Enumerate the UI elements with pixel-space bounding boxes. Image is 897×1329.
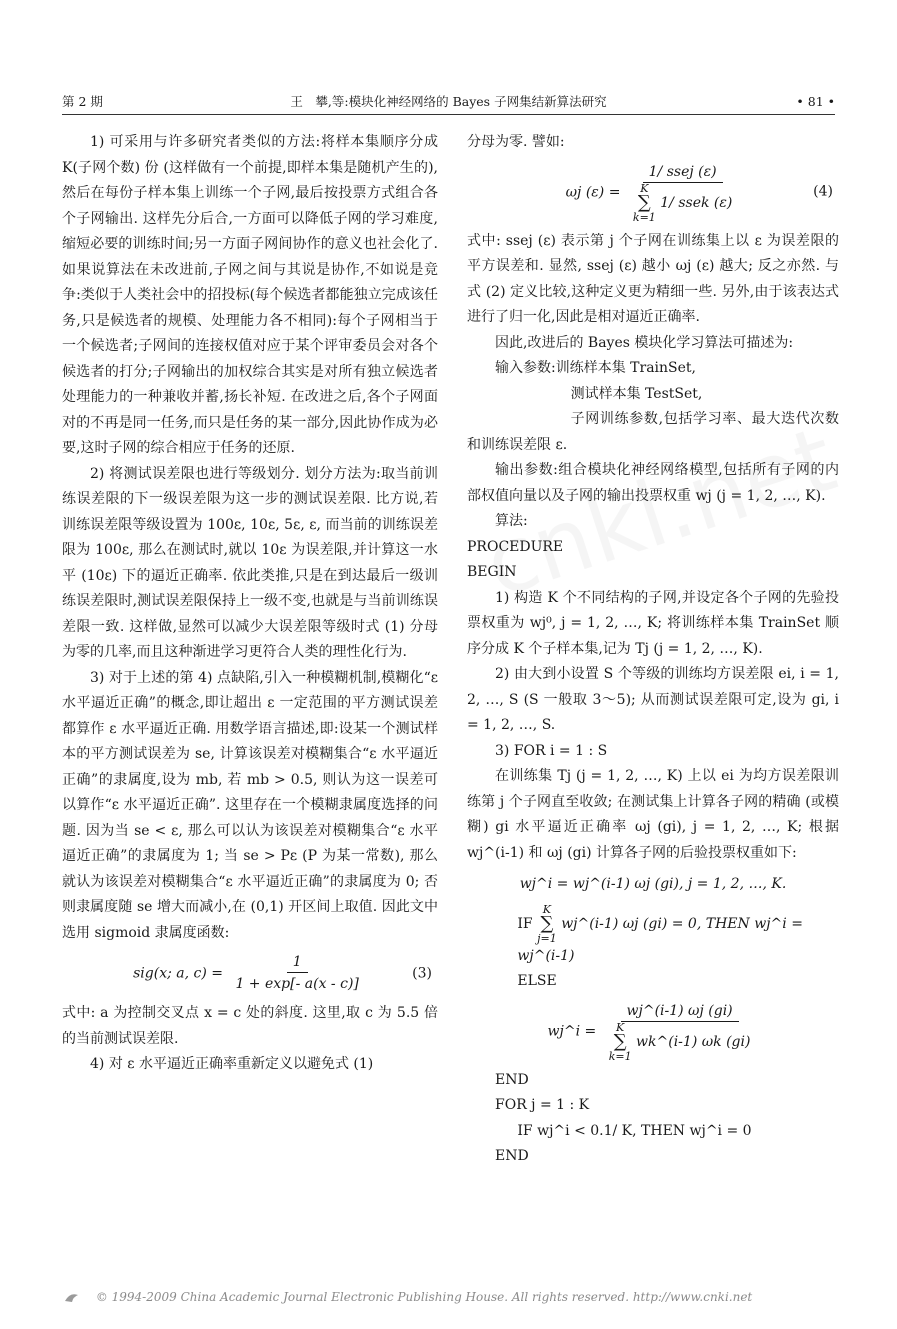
step-2: 2) 由大到小设置 S 个等级的训练均方误差限 ei, i = 1, 2, …, S (S 一般取 3～5); 从而测试误差限可定,设为 gi, i = 1, 2, …, S. [467, 666, 839, 733]
cnki-logo-icon [62, 1291, 84, 1305]
if-threshold: IF wj^i < 0.1/ K, THEN wj^i = 0 [517, 1122, 752, 1139]
procedure-keyword: PROCEDURE [467, 538, 564, 555]
algorithm-label: 算法: [495, 513, 528, 529]
input-params: 测试样本集 TestSet, [570, 385, 703, 402]
article-title: 王 攀,等:模块化神经网络的 Bayes 子网集结新算法研究 [290, 94, 607, 109]
equation-lhs: sig(x; a, c) = [133, 965, 223, 982]
sum-body: 1/ ssek (ε) [660, 194, 733, 211]
summation-icon [537, 904, 557, 944]
sum-body: wk^(i-1) ωk (gi) [636, 1033, 751, 1050]
equation-lhs: ωj (ε) = [565, 184, 621, 200]
step-3-body: 在训练集 Tj (j = 1, 2, …, K) 上以 ei 为均方误差限训练第 j 个子网直至收敛; 在测试集上计算各子网的精确 (或模糊) gi 水平逼近正确率 ωj (gi), j = 1, 2, …, K; 根据 wj^(i-1) 和 ωj (gi) 计算各子网的后验投票权重如下: [467, 768, 839, 861]
end-keyword: END [495, 1071, 529, 1088]
equation-6 [467, 1001, 839, 1062]
issue-number: 第 2 期 [62, 94, 103, 109]
copyright-footer [62, 1290, 752, 1305]
sum-lower: k=1 [632, 210, 656, 224]
equation-fraction [231, 952, 362, 995]
output-params: 输出参数:组合模块化神经网络模型,包括所有子网的内部权值向量以及子网的输出投票权重 wj (j = 1, 2, …, K). [467, 462, 839, 504]
sum-upper: K [542, 902, 552, 916]
if-condition [467, 904, 839, 970]
paragraph: 3) 对于上述的第 4) 点缺陷,引入一种模糊机制,模糊化“ε 水平逼近正确”的概念,即让超出 ε 一定范围的平方测试误差都算作 ε 水平逼近正确. 用数学语言描述,即:设某一个测试样本的平方测试误差为 se, 计算该误差对模糊集合“ε 水平逼近正确”的隶属度,设为 mb, 若 mb > 0.5, 则认为这一误差可以算作“ε 水平逼近正确”. 这里存在一个模糊隶属度选择的问题. 因为当 se < ε, 那么可以认为该误差对模糊集合“ε 水平逼近正确”的隶属度为 1; 当 se > Pε (P 为某一常数), 那么就认为该误差对模糊集合“ε 水平逼近正确”的隶属度为 0; 否则隶属度随 se 增大而减小,在 (0,1) 开区间上取值. 因此文中选用 sigmoid 隶属度函数: [62, 669, 438, 941]
denominator [605, 1022, 755, 1062]
step-3: 3) FOR i = 1 : S [495, 742, 608, 759]
summation-icon [633, 183, 656, 223]
page-number: • 81 • [796, 94, 835, 109]
numerator: 1/ ssej (ε) [643, 162, 723, 183]
numerator: wj^(i-1) ωj (gi) [621, 1001, 739, 1022]
paragraph: 分母为零. 譬如: [467, 134, 565, 150]
sum-lower: j=1 [537, 931, 557, 945]
input-params: 子网训练参数,包括学习率、最大迭代次数和训练误差限 ε. [467, 411, 839, 453]
paragraph: 1) 可采用与许多研究者类似的方法:将样本集顺序分成 K(子网个数) 份 (这样做有一个前提,即样本集是随机产生的),然后在每份子样本集上训练一个子网,最后按投票方式组合各个子网输出. 这样先分后合,一方面可以降低子网的学习难度,缩短必要的训练时间;另一方面子网间协作的意义也社会化了. 如果说算法在未改进前,子网之间与其说是协作,不如说是竞争:类似于人类社会中的招投标(每个候选者都能独立完成该任务,只是候选者的规模、处理能力各不相同):每个子网相当于一个候选者;子网间的连接权值对应于某个评审委员会对各个候选者的打分;子网输出的加权综合其实是对所有独立候选者处理能力的一种兼收并蓄,扬长补短. 在改进之后,各个子网面对的不再是同一任务,而只是任务的某一部分,因此协作成为必要,这时子网的综合相应于任务的还原. [62, 134, 438, 456]
equation-5: wj^i = wj^(i-1) ωj (gi), j = 1, 2, …, K. [519, 876, 787, 892]
equation-fraction [605, 1001, 755, 1062]
if-body: wj^(i-1) ωj (gi) = 0, THEN wj^i = wj^(i-1) [517, 915, 803, 964]
paragraph: 4) 对 ε 水平逼近正确率重新定义以避免式 (1) [90, 1056, 374, 1072]
sigma-glyph: ∑ [637, 191, 651, 213]
if-keyword: IF [517, 915, 533, 932]
equation-3 [62, 952, 438, 995]
for-loop: FOR j = 1 : K [495, 1097, 590, 1113]
paragraph: 因此,改进后的 Bayes 模块化学习算法可描述为: [495, 334, 794, 351]
sigma-glyph: ∑ [540, 912, 554, 934]
equation-lhs: wj^i = [547, 1023, 597, 1039]
begin-keyword: BEGIN [467, 564, 517, 580]
paragraph: 式中: a 为控制交叉点 x = c 处的斜度. 这里,取 c 为 5.5 倍的当前测试误差限. [62, 1005, 438, 1047]
right-column [467, 130, 839, 1170]
copyright-text: © 1994-2009 China Academic Journal Electronic Publishing House. All rights reserved. http://www.cnki.net [95, 1290, 753, 1304]
paragraph: 2) 将测试误差限也进行等级划分. 划分方法为:取当前训练误差限的下一级误差限为这一步的测试误差限. 比方说,若训练误差限等级设置为 100ε, 10ε, 5ε, ε, 而当前的训练误差限为 100ε, 那么在测试时,就以 10ε 为误差限,并计算这一水平 (10ε) 下的逼近正确率. 依此类推,只是在到达最后一级训练误差限时,测试误差限保持上一级不变,也就是与当前训练误差限一致. 这样做,显然可以减少大误差限等级时式 (1) 分母为零的几率,而且这种渐进学习更符合人类的理性化行为. [62, 465, 438, 660]
sum-lower: k=1 [608, 1049, 632, 1063]
equation-number: (4) [813, 183, 833, 200]
end-keyword: END [495, 1148, 529, 1164]
equation-4 [467, 162, 839, 223]
denominator [629, 183, 736, 223]
step-1: 1) 构造 K 个不同结构的子网,并设定各个子网的先验投票权重为 wj⁰, j = 1, 2, …, K; 将训练样本集 TrainSet 顺序分成 K 个子样本集,记为 Tj (j = 1, 2, …, K). [467, 589, 839, 657]
left-column [62, 130, 438, 1078]
equation-number: (3) [412, 964, 432, 981]
denominator: 1 + exp[- a(x - c)] [235, 976, 359, 992]
numerator: 1 [287, 952, 308, 973]
running-header [62, 92, 835, 115]
sigma-glyph: ∑ [613, 1030, 627, 1052]
equation-fraction [629, 162, 736, 223]
sum-upper: K [616, 1020, 625, 1034]
else-keyword: ELSE [517, 973, 557, 989]
input-params: 输入参数:训练样本集 TrainSet, [495, 360, 696, 376]
sum-upper: K [640, 181, 649, 195]
summation-icon [609, 1022, 632, 1062]
paragraph: 式中: ssej (ε) 表示第 j 个子网在训练集上以 ε 为误差限的平方误差和. 显然, ssej (ε) 越小 ωj (ε) 越大; 反之亦然. 与式 (2) 定义比较,这种定义更为精细一些. 另外,由于该表达式进行了归一化,因此是相对逼近正确率. [467, 232, 839, 325]
